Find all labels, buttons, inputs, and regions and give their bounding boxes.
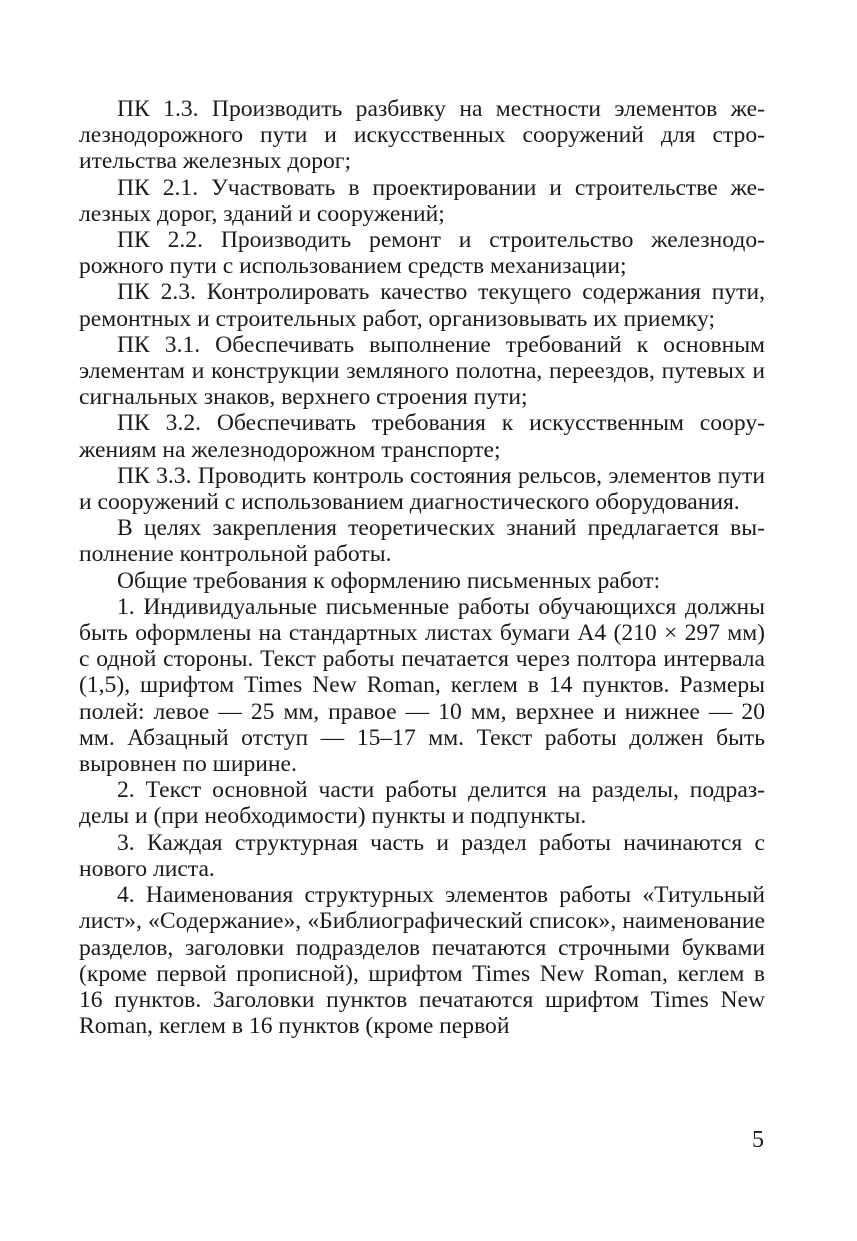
paragraph-pk-3-3: ПК 3.3. Проводить контроль состояния рельсов, элементов пути и сооружений с использованием диагностического оборудования. — [79, 462, 765, 516]
paragraph-pk-1-3: ПК 1.3. Производить разбивку на местности элементов железнодорожного пути и искусственных сооружений для строительства железных дорог; — [79, 96, 765, 175]
paragraph-requirement-1: 1. Индивидуальные письменные работы обучающихся должны быть оформлены на стандартных листах бумаги А4 (210 × 297 мм) с одной стороны. Текст работы печатается через полтора интервала (1,5), шрифтом Times New Roman, кеглем в 14 пунктов. Размеры полей: левое — 25 мм, правое — 10 мм, верхнее и нижнее — 20 мм. Абзацный отступ — 15–17 мм. Текст работы должен быть выровнен по ширине. — [79, 593, 765, 778]
paragraph-requirement-3: 3. Каждая структурная часть и раздел работы начинаются с нового листа. — [79, 829, 765, 882]
paragraph-control-work: В целях закрепления теоретических знаний предлагается выполнение контрольной работы. — [79, 515, 765, 568]
page-number: 5 — [752, 1127, 764, 1153]
paragraph-pk-3-2: ПК 3.2. Обеспечивать требования к искусственным сооружениям на железнодорожном транспорте; — [79, 410, 765, 463]
paragraph-pk-2-2: ПК 2.2. Производить ремонт и строительство железнодорожного пути с использованием средств механизации; — [79, 227, 765, 280]
paragraph-pk-2-1: ПК 2.1. Участвовать в проектировании и строительстве железных дорог, зданий и сооружений; — [79, 174, 765, 227]
paragraph-pk-3-1: ПК 3.1. Обеспечивать выполнение требований к основным элементам и конструкции земляного полотна, переездов, путевых и сигнальных знаков, верхнего строения пути; — [79, 331, 765, 411]
paragraph-requirement-4: 4. Наименования структурных элементов работы «Титульный лист», «Содержание», «Библиографический список», наименование разделов, заголовки подразделов печатаются строчными буквами (кроме первой прописной), шрифтом Times New Roman, кеглем в 16 пунктов. Заголовки пунктов печатаются шрифтом Times New Roman, кеглем в 16 пунктов (кроме первой — [79, 882, 765, 1040]
body-text — [79, 96, 765, 1039]
paragraph-requirements-heading: Общие требования к оформлению письменных работ: — [117, 567, 661, 594]
paragraph-requirement-2: 2. Текст основной части работы делится на разделы, подразделы и (при необходимости) пункты и подпункты. — [79, 777, 765, 830]
paragraph-pk-2-3: ПК 2.3. Контролировать качество текущего содержания пути, ремонтных и строительных работ, организовывать их приемку; — [79, 279, 765, 332]
